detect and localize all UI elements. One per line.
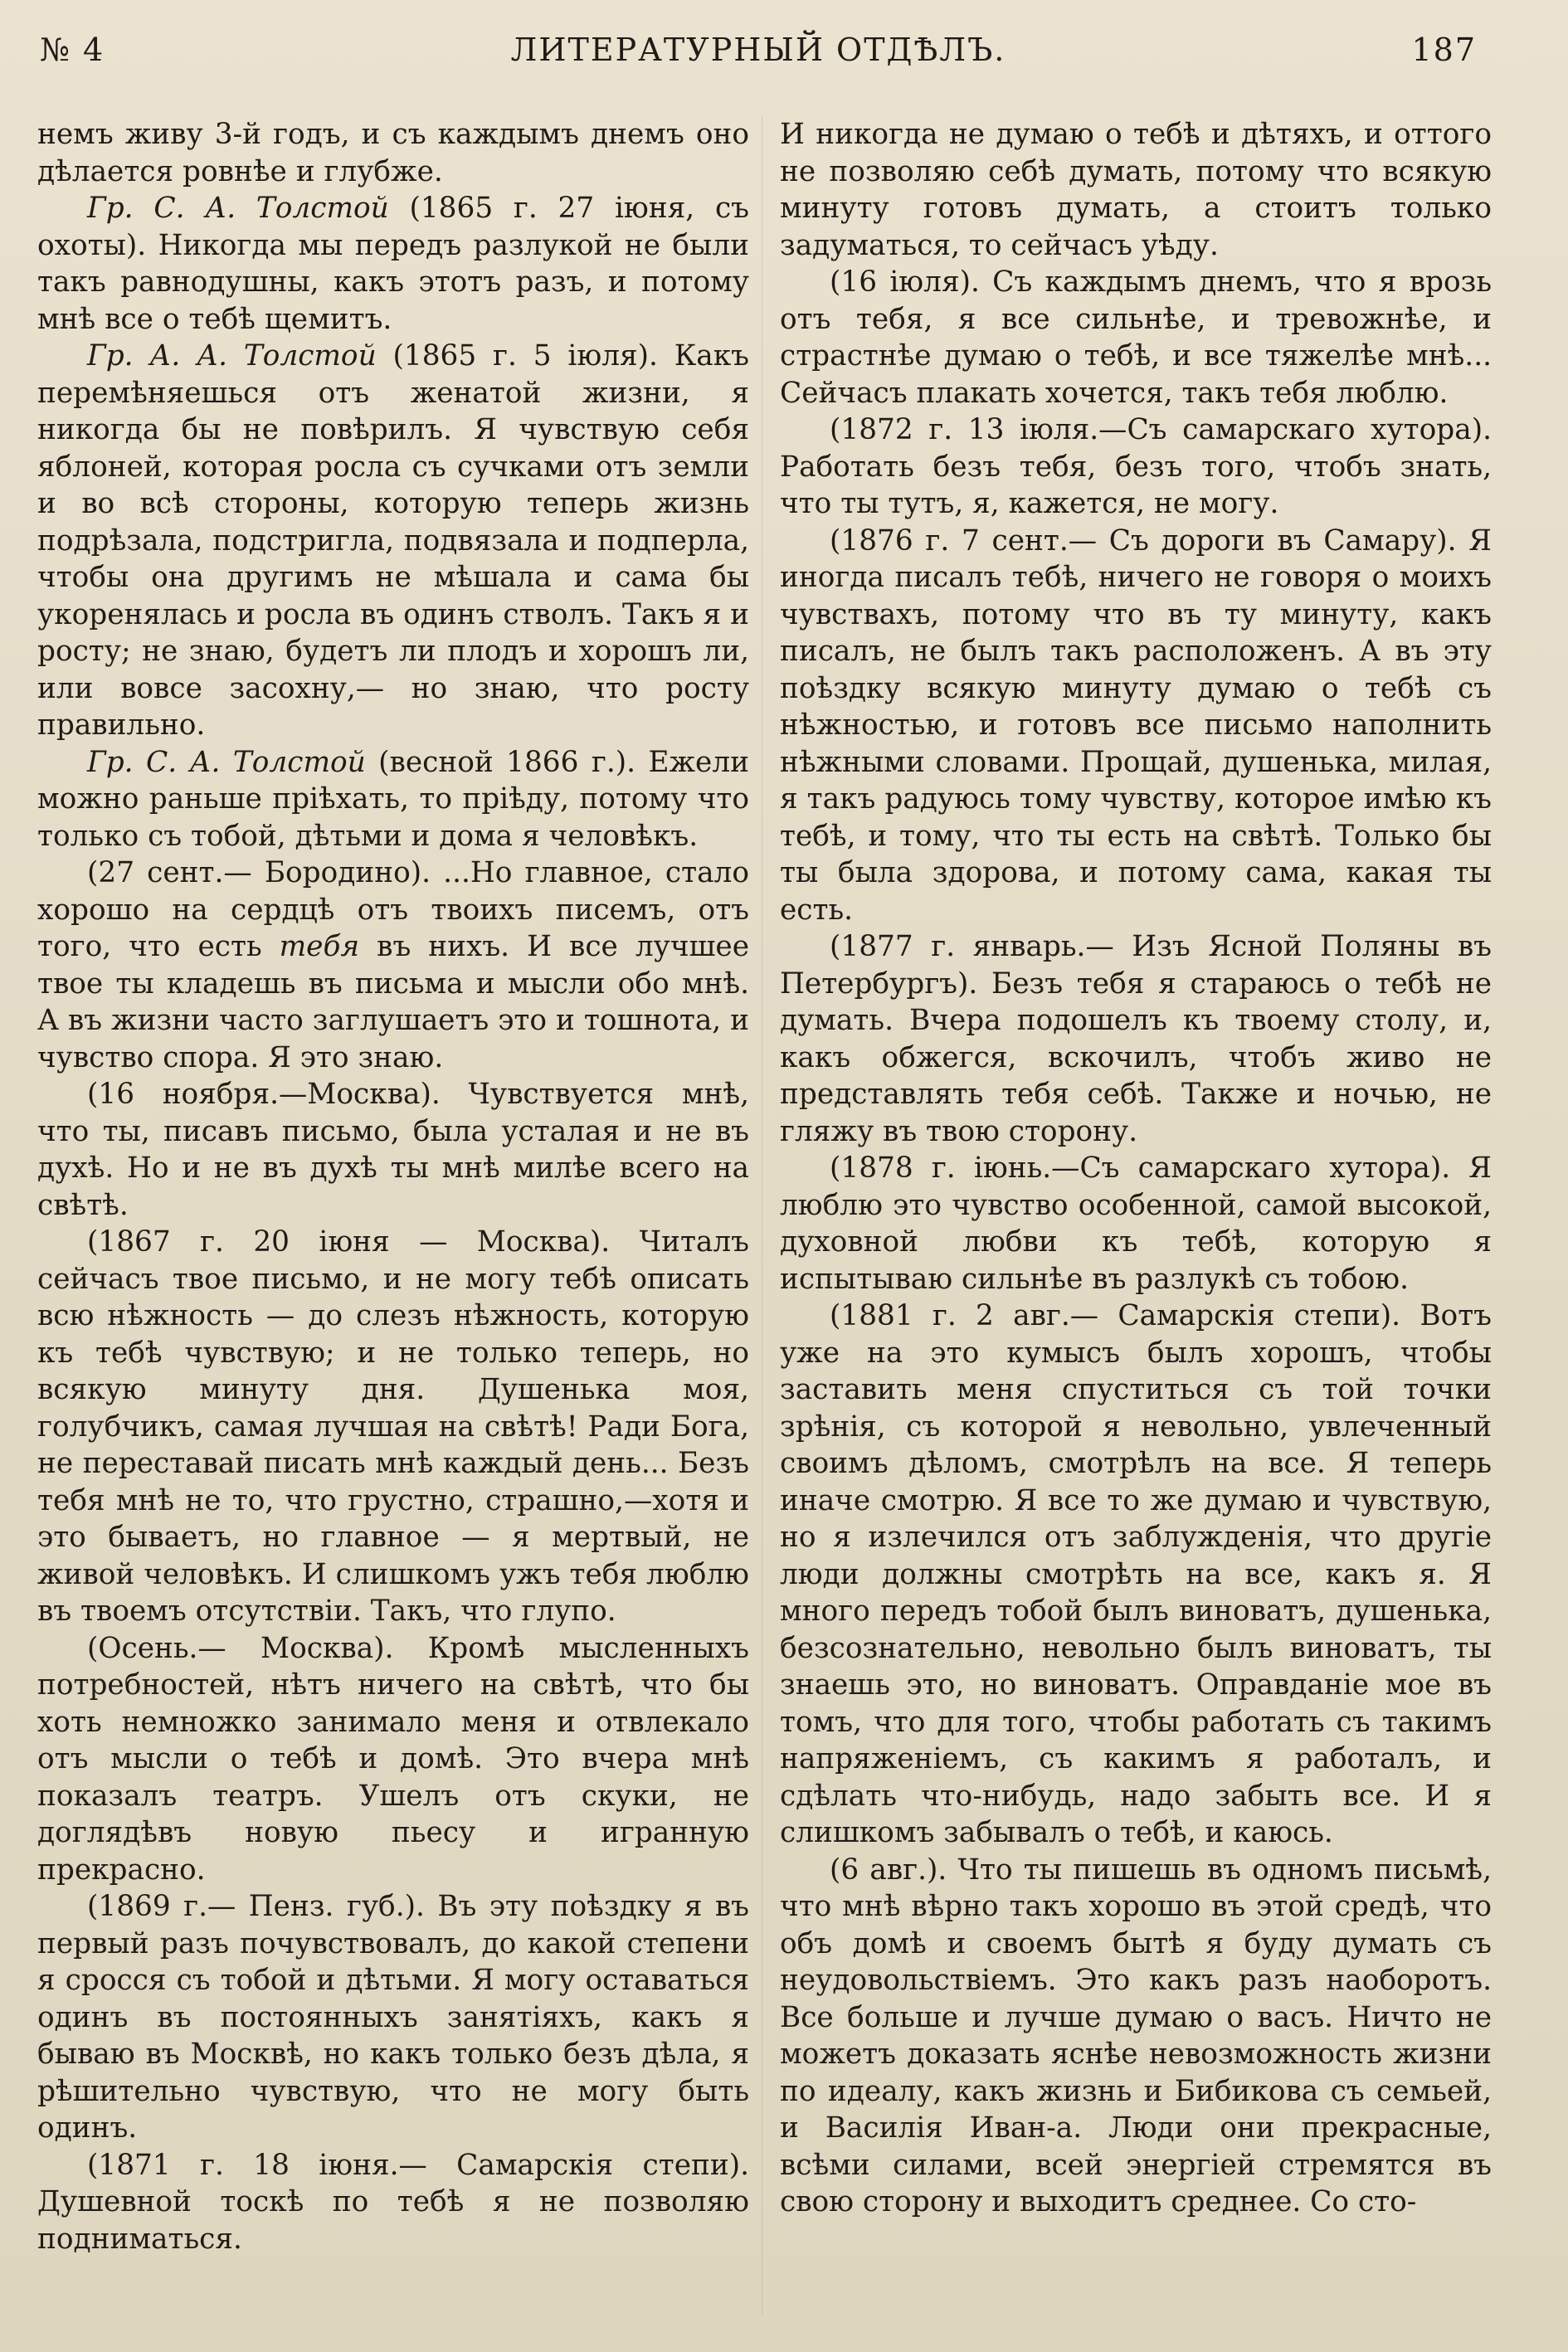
section-title: ЛИТЕРАТУРНЫЙ ОТДѢЛЪ.	[510, 32, 1006, 68]
addressee: Гр. С. А. Толстой	[87, 745, 366, 779]
page-number: 187	[1411, 32, 1477, 68]
paragraph	[37, 855, 749, 1076]
paragraph: (1877 г. январь.— Изъ Ясной Поляны въ Петербургъ). Безъ тебя я стараюсь о тебѣ не думать. Вчера подошелъ къ твоему столу, и, какъ обжегся, вскочилъ, чтобъ живо не представлять тебя себѣ. Также и ночью, не гляжу въ твою сторону.	[780, 930, 1492, 1148]
paragraph	[37, 190, 749, 338]
emphasis: тебя	[279, 930, 360, 963]
paragraph: (16 іюля). Съ каждымъ днемъ, что я врозь отъ тебя, я все сильнѣе, и тревожнѣе, и страстнѣе думаю о тебѣ, и все тяжелѣе мнѣ... Сейчасъ плакать хочется, такъ тебя люблю.	[780, 265, 1492, 410]
paragraph: (1881 г. 2 авг.— Самарскія степи). Вотъ уже на это кумысъ былъ хорошъ, чтобы заставить меня спуститься съ той точки зрѣнія, съ которой я невольно, увлеченный своимъ дѣломъ, смотрѣлъ на все. Я теперь иначе смотрю. Я все то же думаю и чувствую, но я излечился отъ заблужденія, что другіе люди должны смотрѣть на все, какъ я. Я много передъ тобой былъ виноватъ, душенька, безсознательно, невольно былъ виноватъ, ты знаешь это, но виноватъ. Оправданіе мое въ томъ, что для того, чтобы работать съ такимъ напряженіемъ, съ какимъ я работалъ, и сдѣлать что-нибудь, надо забыть все. И я слишкомъ забывалъ о тебѣ, и каюсь.	[780, 1299, 1492, 1849]
paragraph: И никогда не думаю о тебѣ и дѣтяхъ, и оттого не позволяю себѣ думать, потому что всякую минуту готовъ думать, а стоитъ только задуматься, то сейчасъ уѣду.	[780, 118, 1492, 262]
paragraph: (16 ноября.—Москва). Чувствуется мнѣ, что ты, писавъ письмо, была усталая и не въ духѣ. Но и не въ духѣ ты мнѣ милѣе всего на свѣтѣ.	[37, 1078, 749, 1222]
paragraph: (1871 г. 18 іюня.— Самарскія степи). Душевной тоскѣ по тебѣ я не позволяю подниматься.	[37, 2148, 749, 2256]
right-column	[780, 116, 1492, 2315]
paragraph	[37, 744, 749, 855]
paragraph: (1869 г.— Пенз. губ.). Въ эту поѣздку я въ первый разъ почувствовалъ, до какой степени я сросся съ тобой и дѣтьми. Я могу оставаться одинъ въ постоянныхъ занятіяхъ, какъ я бываю въ Москвѣ, но какъ только безъ дѣла, я рѣшительно чувствую, что не могу быть одинъ.	[37, 1890, 749, 2145]
paragraph: (1878 г. іюнь.—Съ самарскаго хутора). Я люблю это чувство особенной, самой высокой, духовной любви къ тебѣ, которую я испытываю сильнѣе въ разлукѣ съ тобою.	[780, 1152, 1492, 1296]
addressee: Гр. С. А. Толстой	[87, 192, 389, 225]
paragraph: (1867 г. 20 іюня — Москва). Читалъ сейчасъ твое письмо, и не могу тебѣ описать всю нѣжность — до слезъ нѣжность, которую къ тебѣ чувствую; и не только теперь, но всякую минуту дня. Душенька моя, голубчикъ, самая лучшая на свѣтѣ! Ради Бога, не переставай писать мнѣ каждый день... Безъ тебя мнѣ не то, что грустно, страшно,—хотя и это бываетъ, но главное — я мертвый, не живой человѣкъ. И слишкомъ ужъ тебя люблю въ твоемъ отсутствіи. Такъ, что глупо.	[37, 1225, 749, 1628]
paragraph: немъ живу 3-й годъ, и съ каждымъ днемъ оно дѣлается ровнѣе и глубже.	[37, 118, 749, 188]
paragraph-text: (27 сент.— Бородино). ...Но главное, стало хорошо на сердцѣ отъ твоихъ писемъ, отъ того, что есть	[37, 856, 749, 963]
paragraph-text: въ нихъ. И все лучшее твое ты кладешь въ письма и мысли обо мнѣ. А въ жизни часто заглушаетъ это и тошнота, и чувство спора. Я это знаю.	[37, 930, 749, 1074]
addressee: Гр. А. А. Толстой	[87, 339, 377, 373]
paragraph: (1876 г. 7 сент.— Съ дороги въ Самару). Я иногда писалъ тебѣ, ничего не говоря о моихъ чувствахъ, потому что въ ту минуту, какъ писалъ, не былъ такъ расположенъ. А въ эту поѣздку всякую минуту думаю о тебѣ съ нѣжностью, и готовъ все письмо наполнить нѣжными словами. Прощай, душенька, милая, я такъ радуюсь тому чувству, которое имѣю къ тебѣ, и тому, что ты есть на свѣтѣ. Только бы ты была здорова, и потому сама, какая ты есть.	[780, 523, 1492, 927]
running-header	[40, 32, 1477, 90]
paragraph: (6 авг.). Что ты пишешь въ одномъ письмѣ, что мнѣ вѣрно такъ хорошо въ этой средѣ, что объ домѣ и своемъ бытѣ я буду думать съ неудовольствіемъ. Это какъ разъ наоборотъ. Все больше и лучше думаю о васъ. Ничто не можетъ доказать яснѣе невозможность жизни по идеалу, какъ жизнь и Бибикова съ семьей, и Василія Иван-а. Люди они прекрасные, всѣми силами, всей энергіей стремятся въ свою сторону и выходитъ среднее. Со сто-	[780, 1853, 1492, 2218]
paragraph-text: (1865 г. 5 іюля). Какъ перемѣняешься отъ женатой жизни, я никогда бы не повѣрилъ. Я чувствую себя яблоней, которая росла съ сучками отъ земли и во всѣ стороны, которую теперь жизнь подрѣзала, подстригла, подвязала и подперла, чтобы она другимъ не мѣшала и сама бы укоренялась и росла въ одинъ стволъ. Такъ я и росту; не знаю, будетъ ли плодъ и хорошъ ли, или вовсе засохну,— но знаю, что росту правильно.	[37, 339, 749, 742]
paragraph: (1872 г. 13 іюля.—Съ самарскаго хутора). Работать безъ тебя, безъ того, чтобъ знать, что ты тутъ, я, кажется, не могу.	[780, 413, 1492, 520]
issue-number: № 4	[40, 32, 105, 68]
paragraph-text: (весной 1866 г.). Ежели можно раньше пріѣхать, то пріѣду, потому что только съ тобой, дѣтьми и дома я человѣкъ.	[37, 745, 749, 853]
left-column	[37, 116, 749, 2315]
paragraph-text: (1865 г. 27 іюня, съ охоты). Никогда мы передъ разлукой не были такъ равнодушны, какъ этотъ разъ, и потому мнѣ все о тебѣ щемитъ.	[37, 192, 749, 336]
paragraph	[37, 338, 749, 744]
paragraph: (Осень.— Москва). Кромѣ мысленныхъ потребностей, нѣтъ ничего на свѣтѣ, что бы хоть немножко занимало меня и отвлекало отъ мысли о тебѣ и домѣ. Это вчера мнѣ показалъ театръ. Ушелъ отъ скуки, не доглядѣвъ новую пьесу и игранную прекрасно.	[37, 1631, 749, 1887]
